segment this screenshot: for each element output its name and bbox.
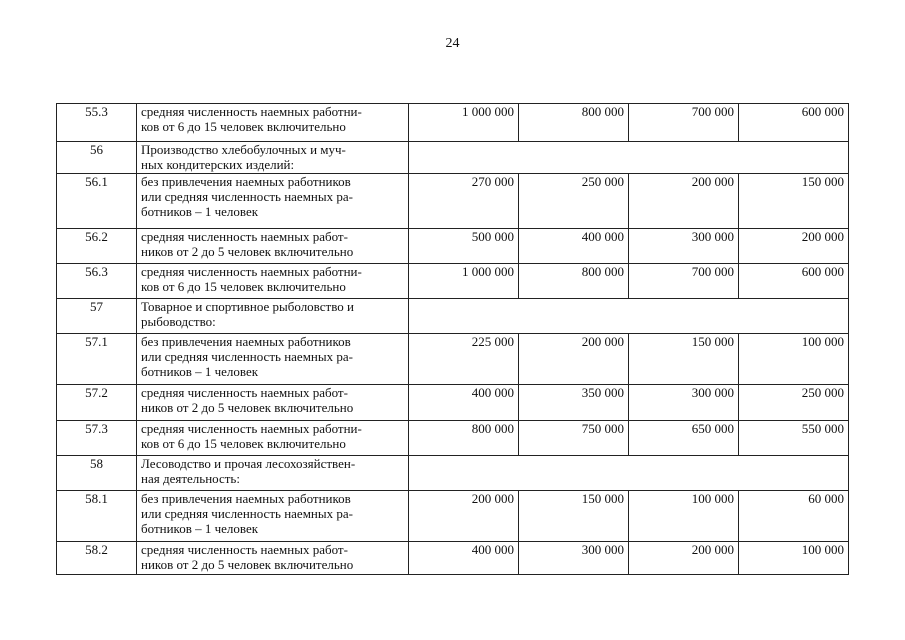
row-number: 57.1 [57, 334, 137, 385]
description-line: средняя численность наемных работни- [141, 104, 362, 119]
row-description [137, 174, 409, 229]
description-line: Производство хлебобулочных и муч- [141, 142, 346, 157]
row-description [137, 421, 409, 456]
description-line: средняя численность наемных работ- [141, 542, 348, 557]
description-line: ников от 2 до 5 человек включительно [141, 400, 354, 415]
table-body [57, 104, 849, 575]
table-row [57, 264, 849, 299]
row-number: 57 [57, 299, 137, 334]
value-cell: 400 000 [409, 385, 519, 421]
value-cell: 700 000 [629, 104, 739, 142]
description-line: ников от 2 до 5 человек включительно [141, 557, 354, 572]
row-description [137, 491, 409, 542]
row-description [137, 456, 409, 491]
value-cell: 200 000 [629, 174, 739, 229]
value-cell: 150 000 [739, 174, 849, 229]
row-number: 55.3 [57, 104, 137, 142]
row-number: 57.3 [57, 421, 137, 456]
row-number: 57.2 [57, 385, 137, 421]
value-cell: 60 000 [739, 491, 849, 542]
row-number: 56.3 [57, 264, 137, 299]
value-cell: 150 000 [629, 334, 739, 385]
value-cell: 800 000 [519, 264, 629, 299]
description-line: средняя численность наемных работ- [141, 229, 348, 244]
empty-value-cell [409, 456, 849, 491]
description-line: средняя численность наемных работни- [141, 264, 362, 279]
value-cell: 400 000 [409, 542, 519, 575]
table-row [57, 334, 849, 385]
table-row [57, 174, 849, 229]
description-line: без привлечения наемных работников [141, 491, 351, 506]
value-cell: 250 000 [519, 174, 629, 229]
row-number: 58 [57, 456, 137, 491]
page-number: 24 [445, 36, 460, 51]
row-number: 56 [57, 142, 137, 174]
row-description [137, 229, 409, 264]
value-cell: 300 000 [629, 385, 739, 421]
description-line: рыбоводство: [141, 314, 216, 329]
value-cell: 650 000 [629, 421, 739, 456]
row-number: 56.1 [57, 174, 137, 229]
table-row [57, 542, 849, 575]
tariff-table [56, 103, 849, 575]
value-cell: 225 000 [409, 334, 519, 385]
value-cell: 1 000 000 [409, 264, 519, 299]
description-line: ботников – 1 человек [141, 204, 259, 219]
description-line: Лесоводство и прочая лесохозяйствен- [141, 456, 356, 471]
description-line: Товарное и спортивное рыболовство и [141, 299, 354, 314]
value-cell: 150 000 [519, 491, 629, 542]
description-line: ботников – 1 человек [141, 364, 259, 379]
description-line: ков от 6 до 15 человек включительно [141, 436, 346, 451]
table-row [57, 421, 849, 456]
value-cell: 700 000 [629, 264, 739, 299]
row-number: 56.2 [57, 229, 137, 264]
table-row [57, 299, 849, 334]
value-cell: 600 000 [739, 104, 849, 142]
description-line: ботников – 1 человек [141, 521, 259, 536]
table-row [57, 229, 849, 264]
table-row [57, 491, 849, 542]
description-line: ных кондитерских изделий: [141, 157, 295, 172]
description-line: ков от 6 до 15 человек включительно [141, 119, 346, 134]
value-cell: 750 000 [519, 421, 629, 456]
value-cell: 800 000 [409, 421, 519, 456]
table-row [57, 385, 849, 421]
value-cell: 100 000 [739, 334, 849, 385]
value-cell: 350 000 [519, 385, 629, 421]
value-cell: 1 000 000 [409, 104, 519, 142]
value-cell: 600 000 [739, 264, 849, 299]
description-line: или средняя численность наемных ра- [141, 349, 353, 364]
row-description [137, 299, 409, 334]
description-line: без привлечения наемных работников [141, 334, 351, 349]
value-cell: 400 000 [519, 229, 629, 264]
row-description [137, 542, 409, 575]
row-number: 58.2 [57, 542, 137, 575]
value-cell: 550 000 [739, 421, 849, 456]
value-cell: 100 000 [739, 542, 849, 575]
description-line: без привлечения наемных работников [141, 174, 351, 189]
value-cell: 200 000 [739, 229, 849, 264]
value-cell: 250 000 [739, 385, 849, 421]
value-cell: 200 000 [409, 491, 519, 542]
description-line: ков от 6 до 15 человек включительно [141, 279, 346, 294]
value-cell: 500 000 [409, 229, 519, 264]
row-number: 58.1 [57, 491, 137, 542]
value-cell: 270 000 [409, 174, 519, 229]
table-row [57, 142, 849, 174]
table-row [57, 456, 849, 491]
value-cell: 200 000 [519, 334, 629, 385]
row-description [137, 104, 409, 142]
description-line: ников от 2 до 5 человек включительно [141, 244, 354, 259]
row-description [137, 334, 409, 385]
row-description [137, 142, 409, 174]
table-row [57, 104, 849, 142]
row-description [137, 385, 409, 421]
value-cell: 300 000 [629, 229, 739, 264]
value-cell: 300 000 [519, 542, 629, 575]
empty-value-cell [409, 142, 849, 174]
description-line: или средняя численность наемных ра- [141, 189, 353, 204]
empty-value-cell [409, 299, 849, 334]
description-line: средняя численность наемных работни- [141, 421, 362, 436]
value-cell: 100 000 [629, 491, 739, 542]
row-description [137, 264, 409, 299]
description-line: ная деятельность: [141, 471, 240, 486]
description-line: средняя численность наемных работ- [141, 385, 348, 400]
description-line: или средняя численность наемных ра- [141, 506, 353, 521]
value-cell: 200 000 [629, 542, 739, 575]
value-cell: 800 000 [519, 104, 629, 142]
